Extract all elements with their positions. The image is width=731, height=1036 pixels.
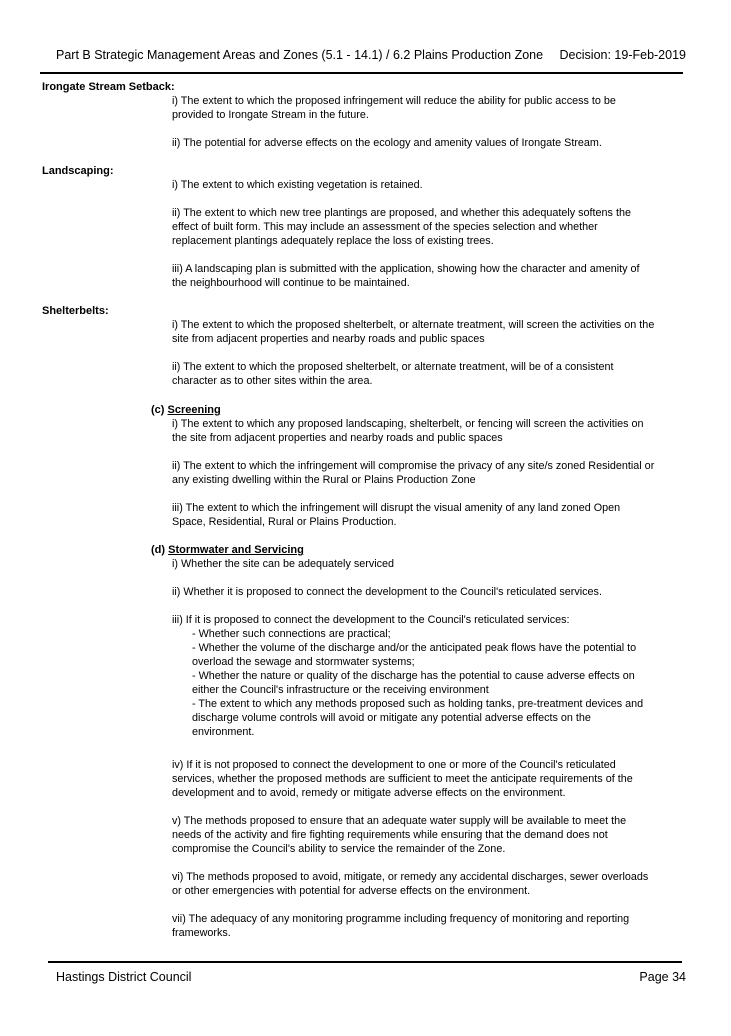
screening-item-1: i) The extent to which any proposed landscaping, shelterbelt, or fencing will screen the activities on the site from adjacent properties and nearby roads and public spaces <box>172 418 644 444</box>
stormwater-item-5: v) The methods proposed to ensure that an adequate water supply will be available to meet the needs of the activity and fire fighting requirements while ensuring that the demand does not compromise the Council's ability to service the remainder of the Zone. <box>172 815 627 855</box>
irongate-heading: Irongate Stream Setback: <box>42 81 175 93</box>
stormwater-prefix: (d) <box>151 544 169 556</box>
stormwater-bullet-3: - Whether the nature or quality of the discharge has the potential to cause adverse effects on either the Council's infrastructure or the receiving environment <box>192 670 635 696</box>
irongate-item-2: ii) The potential for adverse effects on the ecology and amenity values of Irongate Stream. <box>172 137 602 149</box>
page-number: Page 34 <box>639 970 686 984</box>
landscaping-heading: Landscaping: <box>42 165 114 177</box>
stormwater-bullet-2: - Whether the volume of the discharge and/or the anticipated peak flows have the potential to overload the sewage and stormwater systems; <box>192 642 637 668</box>
screening-item-3: iii) The extent to which the infringement will disrupt the visual amenity of any land zoned Open Space, Residential, Rural or Plains Production. <box>172 502 621 528</box>
document-title: Part B Strategic Management Areas and Zones (5.1 - 14.1) / 6.2 Plains Production Zone <box>56 48 544 62</box>
landscaping-item-1: i) The extent to which existing vegetation is retained. <box>172 179 423 191</box>
screening-item-2: ii) The extent to which the infringement will compromise the privacy of any site/s zoned Residential or any existing dwelling within the Rural or Plains Production Zone <box>172 460 655 486</box>
header-divider <box>40 72 683 74</box>
shelterbelts-heading: Shelterbelts: <box>42 305 109 317</box>
stormwater-title: Stormwater and Servicing <box>168 544 304 556</box>
screening-title: Screening <box>167 404 221 416</box>
decision-date: Decision: 19-Feb-2019 <box>559 48 686 62</box>
shelterbelts-item-1: i) The extent to which the proposed shelterbelt, or alternate treatment, will screen the activities on the site from adjacent properties and nearby roads and public spaces <box>172 319 655 345</box>
screening-prefix: (c) <box>151 404 168 416</box>
screening-heading <box>151 403 221 417</box>
stormwater-bullet-1: - Whether such connections are practical; <box>192 628 391 640</box>
shelterbelts-item-2: ii) The extent to which the proposed shelterbelt, or alternate treatment, will be of a consistent character as to other sites within the area. <box>172 361 614 387</box>
stormwater-item-2: ii) Whether it is proposed to connect the development to the Council's reticulated services. <box>172 586 602 598</box>
stormwater-item-4: iv) If it is not proposed to connect the development to one or more of the Council's reticulated services, whether the proposed methods are sufficient to meet the anticipate requirements of the development and to avoid, remedy or mitigate adverse effects on the environment. <box>172 759 633 799</box>
council-name: Hastings District Council <box>56 970 192 984</box>
stormwater-item-6: vi) The methods proposed to avoid, mitigate, or remedy any accidental discharges, sewer overloads or other emergencies with potential for adverse effects on the environment. <box>172 871 649 897</box>
stormwater-item-7: vii) The adequacy of any monitoring programme including frequency of monitoring and reporting frameworks. <box>172 913 630 939</box>
stormwater-item-1: i) Whether the site can be adequately serviced <box>172 558 395 570</box>
stormwater-heading <box>151 543 304 557</box>
irongate-item-1: i) The extent to which the proposed infringement will reduce the ability for public access to be provided to Irongate Stream in the future. <box>172 95 616 121</box>
stormwater-bullet-4: - The extent to which any methods proposed such as holding tanks, pre-treatment devices and discharge volume controls will avoid or mitigate any potential adverse effects on the environment. <box>192 698 644 738</box>
landscaping-item-2: ii) The extent to which new tree plantings are proposed, and whether this adequately softens the effect of built form. This may include an assessment of the species selection and whether replacement plantings adequately replace the loss of existing trees. <box>172 207 631 247</box>
landscaping-item-3: iii) A landscaping plan is submitted with the application, showing how the character and amenity of the neighbourhood will continue to be maintained. <box>172 263 640 289</box>
footer-divider <box>48 961 682 963</box>
stormwater-item-3: iii) If it is proposed to connect the development to the Council's reticulated services: <box>172 614 570 626</box>
